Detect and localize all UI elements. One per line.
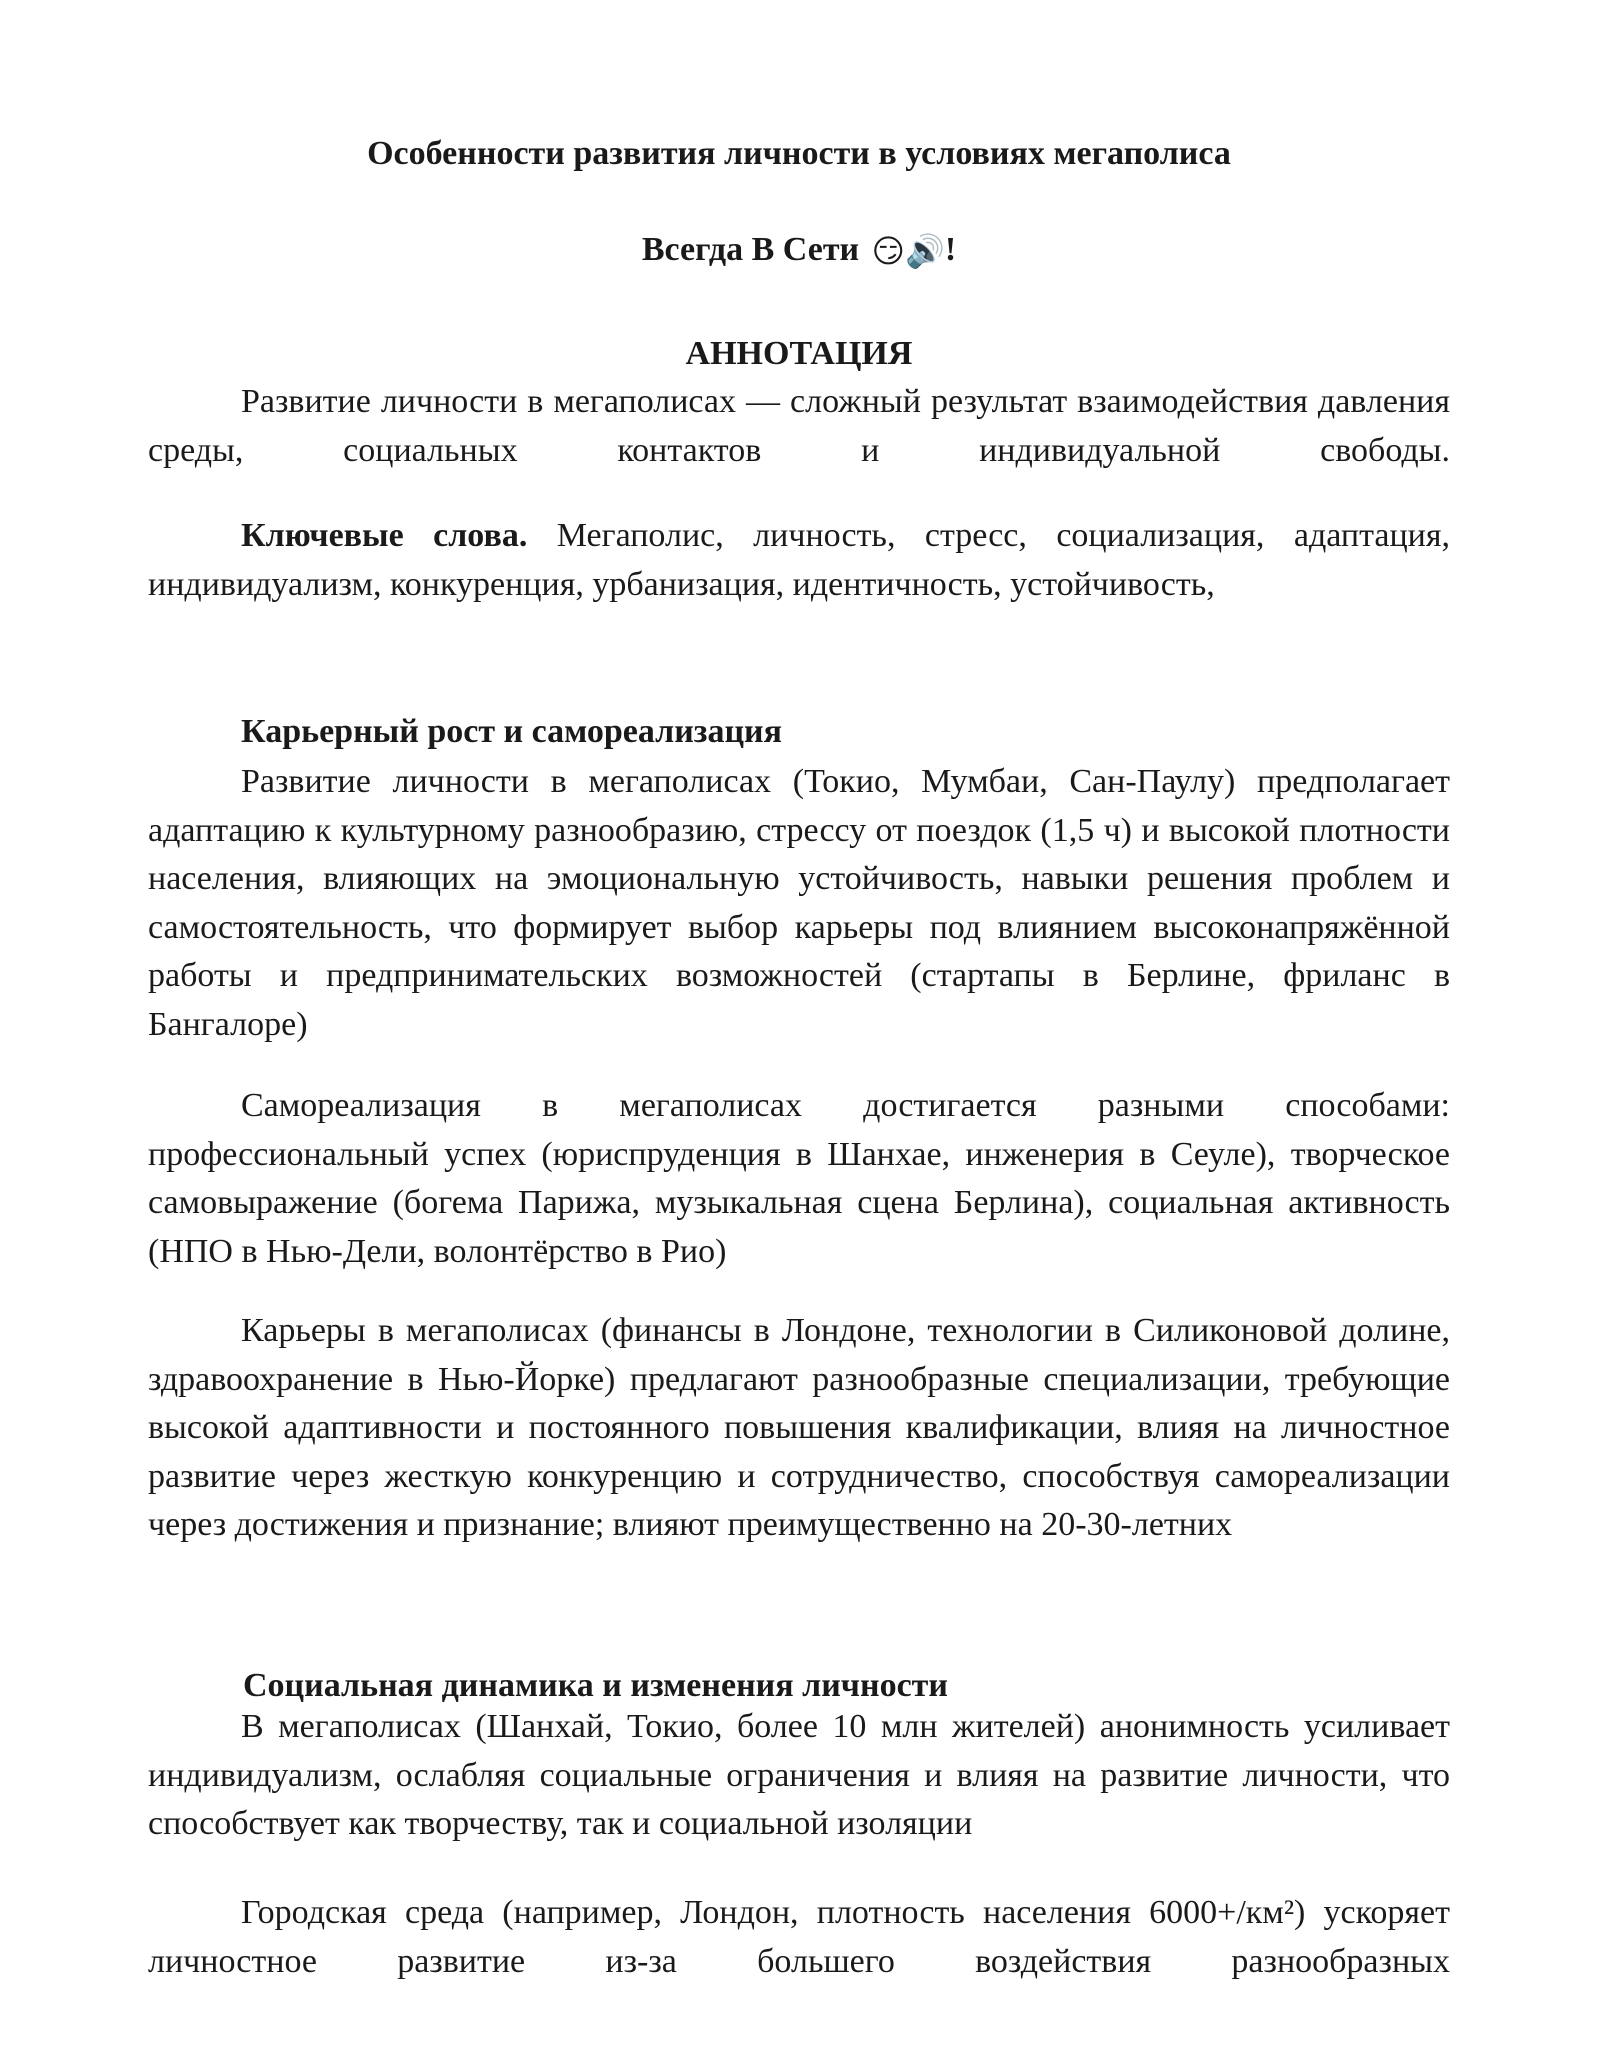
author-name: Всегда В Сети <box>641 231 860 268</box>
keywords-text: Мегаполис, личность, стресс, социализация, адаптация, индивидуализм, конкуренция, урбанизация, идентичность, устойчивость, <box>148 517 1450 603</box>
keywords-label: Ключевые слова. <box>241 517 528 554</box>
section-social-paragraph-2: Городская среда (например, Лондон, плотность населения 6000+/км²) ускоряет личностное развитие из-за большего воздействия разнообразных <box>148 1894 1450 1980</box>
keywords-paragraph <box>148 512 1450 609</box>
section-career-paragraph-3: Карьеры в мегаполисах (финансы в Лондоне, технологии в Силиконовой долине, здравоохранение в Нью-Йорке) предлагают разнообразные специализации, требующие высокой адаптивности и постоянного повышения квалификации, влияя на личностное развитие через жесткую конкуренцию и сотрудничество, способствуя самореализации через достижения и признание; влияют преимущественно на 20-30-летних <box>148 1312 1450 1543</box>
annotation-heading: АННОТАЦИЯ <box>685 335 913 372</box>
author-line <box>148 230 1450 271</box>
smirk-speaker-emoji-icon: 😏🔊 <box>871 232 945 270</box>
section-career-paragraph-1: Развитие личности в мегаполисах (Токио, Мумбаи, Сан-Паулу) предполагает адаптацию к культурному разнообразию, стрессу от поездок (1,5 ч) и высокой плотности населения, влияющих на эмоциональную устойчивость, навыки решения проблем и самостоятельность, что формирует выбор карьеры под влиянием высоконапряжённой работы и предпринимательских возможностей (стартапы в Берлине, фриланс в Бангалоре) <box>148 763 1450 1043</box>
section-social-paragraph-1: В мегаполисах (Шанхай, Токио, более 10 млн жителей) анонимность усиливает индивидуализм, ослабляя социальные ограничения и влияя на развитие личности, что способствует как творчеству, так и социальной изоляции <box>148 1708 1450 1842</box>
author-line-suffix: ! <box>944 231 957 268</box>
section-career-paragraph-2: Самореализация в мегаполисах достигается разными способами: профессиональный успех (юриспруденция в Шанхае, инженерия в Сеуле), творческое самовыражение (богема Парижа, музыкальная сцена Берлина), социальная активность (НПО в Нью-Дели, волонтёрство в Рио) <box>148 1087 1450 1270</box>
annotation-text: Развитие личности в мегаполисах — сложный результат взаимодействия давления среды, социальных контактов и индивидуальной свободы. <box>148 383 1450 469</box>
section-heading-social: Социальная динамика и изменения личности <box>243 1667 948 1704</box>
section-heading-career: Карьерный рост и самореализация <box>241 713 783 750</box>
document-title: Особенности развития личности в условиях мегаполиса <box>367 135 1231 172</box>
